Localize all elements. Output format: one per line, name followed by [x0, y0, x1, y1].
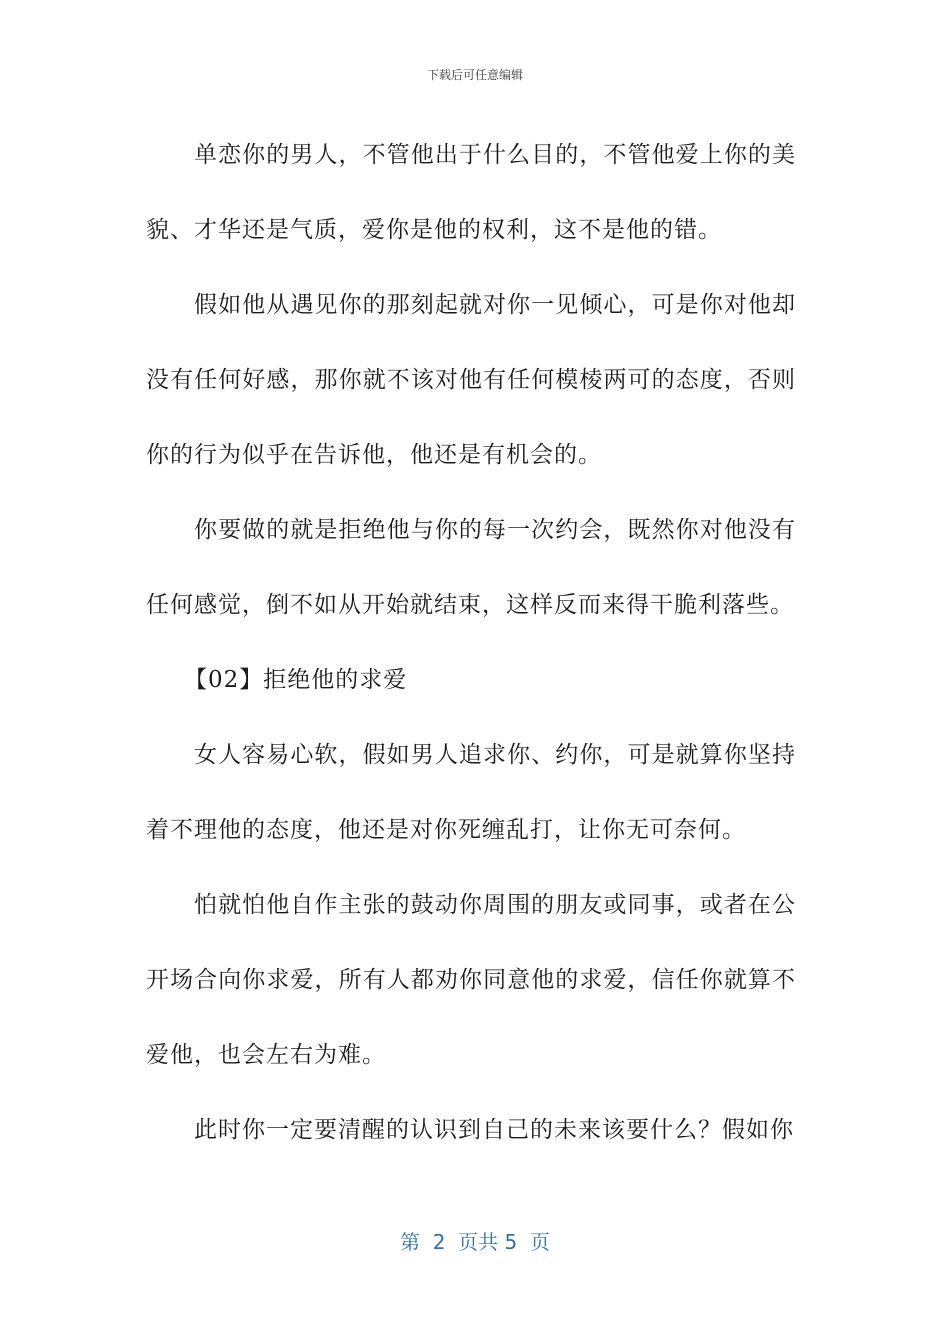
paragraph-1: 单恋你的男人，不管他出于什么目的，不管他爱上你的美貌、才华还是气质，爱你是他的权利，这不是他的错。	[146, 142, 796, 243]
page-number-footer: 第 2 页共 5 页	[400, 1230, 550, 1254]
document-body	[146, 118, 796, 1168]
paragraph-5: 怕就怕他自作主张的鼓动你周围的朋友或同事，或者在公开场合向你求爱，所有人都劝你同意他的求爱，信任你就算不爱他，也会左右为难。	[146, 892, 796, 1068]
paragraph-6: 此时你一定要清醒的认识到自己的未来该要什么？假如你	[194, 1117, 794, 1143]
section-heading: 【02】拒绝他的求爱	[184, 667, 408, 693]
page-header: 下载后可任意编辑	[426, 68, 523, 82]
paragraph-3: 你要做的就是拒绝他与你的每一次约会，既然你对他没有任何感觉，倒不如从开始就结束，这样反而来得干脆利落些。	[146, 517, 796, 618]
paragraph-4: 女人容易心软，假如男人追求你、约你，可是就算你坚持着不理他的态度，他还是对你死缠乱打，让你无可奈何。	[146, 742, 796, 843]
paragraph-2: 假如他从遇见你的那刻起就对你一见倾心，可是你对他却没有任何好感，那你就不该对他有任何模棱两可的态度，否则你的行为似乎在告诉他，他还是有机会的。	[146, 292, 796, 468]
